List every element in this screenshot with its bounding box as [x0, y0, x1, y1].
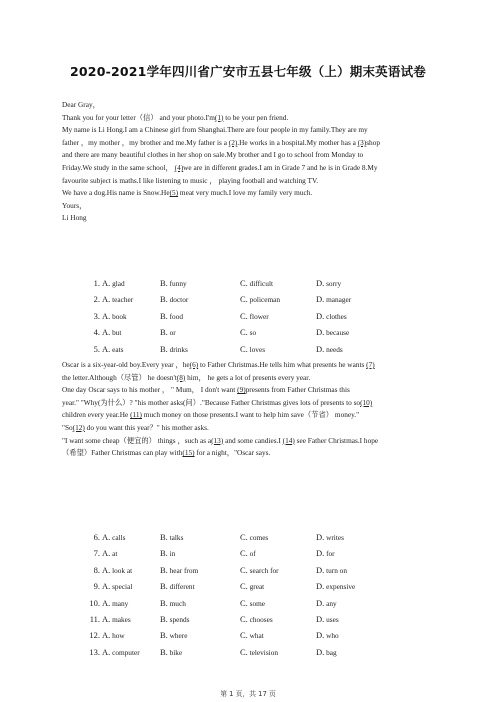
- option-c: C. great: [240, 581, 265, 592]
- document-title: 2020-2021学年四川省广安市五县七年级（上）期末英语试卷: [70, 64, 426, 79]
- option-b: B. spends: [160, 613, 190, 624]
- option-d: D. writes: [316, 532, 344, 542]
- option-a: A. but: [102, 327, 122, 338]
- option-b: B. bike: [160, 646, 183, 657]
- question-row: [62, 630, 442, 646]
- option-c: C. difficult: [240, 278, 273, 288]
- option-a: A. at: [102, 548, 118, 559]
- question-number: 9.: [93, 581, 100, 592]
- option-d: D. uses: [316, 613, 339, 624]
- page-footer: 第 1 页，共 17 页: [220, 690, 276, 698]
- option-d: D. needs: [316, 343, 343, 354]
- option-a: A. makes: [102, 613, 131, 624]
- blank-4: (4): [174, 162, 184, 172]
- option-b: B. food: [160, 310, 184, 321]
- option-c: C. search for: [240, 564, 279, 575]
- option-b: B. drinks: [160, 343, 188, 354]
- option-b: B. in: [160, 548, 176, 559]
- question-number: 13.: [89, 646, 100, 657]
- question-row: [62, 344, 442, 360]
- passage-line: One day Oscar says to his mother ， " Mum， I don't want (9)presents from Father Christmas this: [62, 385, 350, 395]
- passage-line: "I want some cheap（便宜的） things ，such as a(13) and some candies.I (14) see Father Christmas.I hope: [62, 435, 379, 445]
- question-number: 3.: [93, 310, 100, 321]
- option-d: D. bag: [316, 646, 337, 657]
- blank-11: (11): [130, 410, 142, 420]
- option-c: C. loves: [240, 343, 266, 354]
- option-a: A. look at: [102, 564, 133, 575]
- option-a: A. many: [102, 597, 129, 608]
- question-row: [62, 311, 442, 327]
- question-row: [62, 614, 442, 630]
- question-number: 1.: [93, 278, 100, 288]
- question-row: [62, 327, 442, 343]
- blank-8: (8): [176, 372, 186, 382]
- blank-14: (14): [282, 435, 295, 445]
- question-row: [62, 647, 442, 663]
- passage-line: We have a dog.His name is Snow.He(5) meat very much.I love my family very much.: [62, 188, 313, 198]
- passage-line: year." "Why(为什么）? "his mother asks(问）."Because Father Christmas gives lots of presents to so(10): [62, 397, 373, 407]
- passage-line: Friday.We study in the same school， (4)we are in different grades.I am in Grade 7 and he is in Grade 8.My: [62, 162, 378, 172]
- blank-5: (5): [169, 188, 179, 198]
- blank-1: (1): [214, 112, 224, 122]
- option-c: C. some: [240, 597, 266, 608]
- options-group-1: [62, 278, 442, 360]
- option-d: D. who: [316, 630, 339, 641]
- option-c: C. of: [240, 548, 256, 559]
- passage-1: [62, 99, 438, 225]
- question-row: [62, 294, 442, 310]
- option-b: B. or: [160, 327, 176, 338]
- blank-6: (6): [189, 360, 199, 369]
- question-number: 7.: [93, 548, 100, 559]
- option-a: A. eats: [102, 343, 124, 354]
- option-b: B. funny: [160, 278, 187, 288]
- blank-9: (9): [237, 385, 246, 395]
- blank-12: (12): [72, 422, 85, 432]
- option-b: B. different: [160, 581, 195, 592]
- option-b: B. much: [160, 597, 186, 608]
- question-number: 10.: [89, 597, 100, 608]
- option-b: B. doctor: [160, 294, 189, 305]
- option-c: C. flower: [240, 310, 269, 321]
- blank-3: (3): [357, 137, 367, 147]
- question-row: [62, 548, 442, 564]
- question-row: [62, 532, 442, 548]
- letter-signature: Li Hong: [62, 213, 87, 223]
- option-d: D. manager: [316, 294, 352, 305]
- option-d: D. any: [316, 597, 337, 608]
- option-b: B. talks: [160, 532, 184, 542]
- option-d: D. turn on: [316, 564, 347, 575]
- option-d: D. because: [316, 327, 350, 338]
- option-c: C. policeman: [240, 294, 281, 305]
- question-row: [62, 278, 442, 294]
- question-number: 8.: [93, 564, 100, 575]
- option-a: A. teacher: [102, 294, 134, 305]
- blank-2: (2): [228, 137, 238, 147]
- question-row: [62, 598, 442, 614]
- option-a: A. computer: [102, 646, 140, 657]
- options-group-2: [62, 532, 442, 663]
- question-number: 12.: [89, 630, 100, 641]
- option-d: D. expensive: [316, 581, 356, 592]
- question-number: 5.: [93, 343, 100, 354]
- option-d: D. for: [316, 548, 335, 559]
- letter-closing: Yours，: [62, 200, 87, 210]
- option-b: B. where: [160, 630, 188, 641]
- passage-line: Thank you for your letter（信） and your photo.I'm(1) to be your pen friend.: [62, 112, 289, 122]
- blank-10: (10): [360, 397, 373, 407]
- option-a: A. calls: [102, 532, 126, 542]
- question-number: 2.: [93, 294, 100, 305]
- option-c: C. comes: [240, 532, 269, 542]
- question-number: 6.: [93, 532, 100, 542]
- blank-13: (13): [211, 435, 224, 445]
- option-a: A. how: [102, 630, 125, 641]
- passage-line: "So(12) do you want this year？" his mother asks.: [62, 422, 209, 432]
- passage-line: favourite subject is maths.I like listening to music ， playing football and watching TV.: [62, 175, 319, 185]
- passage-line: Oscar is a six-year-old boy.Every year ，he(6) to Father Christmas.He tells him what presents he wants (7): [62, 360, 375, 369]
- option-c: C. chooses: [240, 613, 273, 624]
- option-d: D. sorry: [316, 278, 342, 288]
- passage-2: [62, 359, 438, 460]
- option-c: C. what: [240, 630, 264, 641]
- question-number: 11.: [89, 613, 100, 624]
- passage-line: （希望）Father Christmas can play with(15) for a night，"Oscar says.: [62, 448, 271, 458]
- option-a: A. book: [102, 310, 127, 321]
- option-a: A. special: [102, 581, 133, 592]
- question-number: 4.: [93, 327, 100, 338]
- option-a: A. glad: [102, 278, 125, 288]
- option-c: C. so: [240, 327, 257, 338]
- blank-7: (7): [366, 360, 375, 369]
- passage-line: and there are many beautiful clothes in her shop on sale.My brother and I go to school from Monday to: [62, 150, 364, 160]
- question-row: [62, 581, 442, 597]
- blank-15: (15): [182, 448, 195, 458]
- option-c: C. television: [240, 646, 278, 657]
- passage-line: children every year.He (11) much money on those presents.I want to help him save（节省） money.": [62, 410, 360, 420]
- passage-line: My name is Li Hong.I am a Chinese girl from Shanghai.There are four people in my family.They are my: [62, 125, 368, 135]
- option-b: B. hear from: [160, 564, 199, 575]
- question-row: [62, 565, 442, 581]
- passage-line: the letter.Although（尽管） he doesn't(8) him， he gets a lot of presents every year.: [62, 372, 311, 382]
- letter-greeting: Dear Gray，: [62, 100, 100, 109]
- passage-line: father ，my mother ，my brother and me.My father is a (2).He works in a hospital.My mother has a (3)shop: [62, 137, 380, 147]
- option-d: D. clothes: [316, 310, 347, 321]
